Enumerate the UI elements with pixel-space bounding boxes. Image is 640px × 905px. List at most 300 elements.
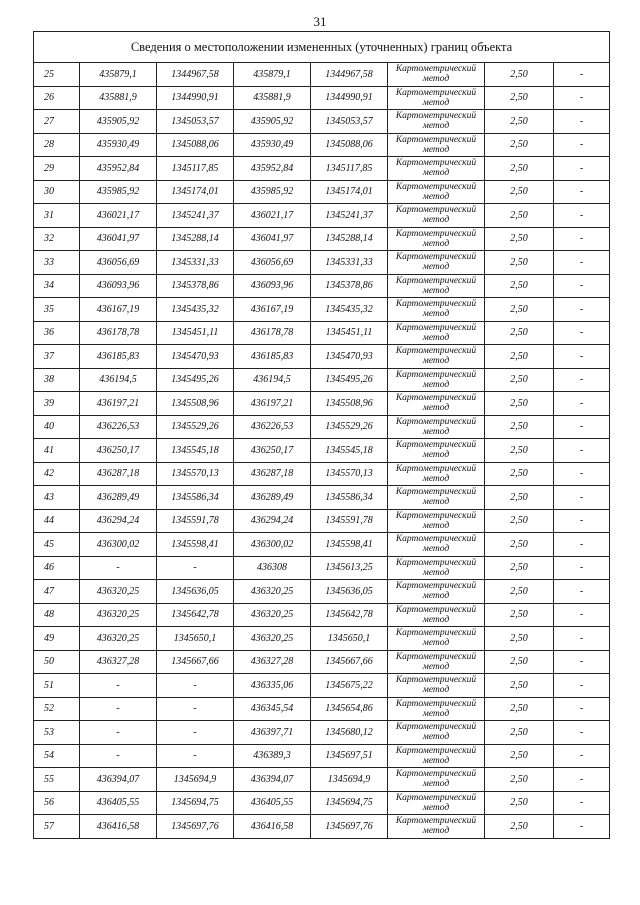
existing-y-cell: 1345331,33: [157, 251, 234, 275]
accuracy-cell: 2,50: [485, 227, 554, 251]
description-cell: -: [554, 63, 610, 87]
point-number-cell: 33: [34, 251, 80, 275]
refined-x-cell: 436397,71: [234, 721, 311, 745]
existing-x-cell: 436289,49: [80, 486, 157, 510]
refined-x-cell: 436308: [234, 556, 311, 580]
refined-x-cell: 436289,49: [234, 486, 311, 510]
accuracy-cell: 2,50: [485, 791, 554, 815]
point-number-cell: 32: [34, 227, 80, 251]
description-cell: -: [554, 603, 610, 627]
table-row: [34, 580, 610, 604]
method-cell: Картометрический метод: [388, 768, 485, 792]
point-number-cell: 31: [34, 204, 80, 228]
existing-x-cell: -: [80, 697, 157, 721]
table-row: [34, 157, 610, 181]
table-row: [34, 133, 610, 157]
refined-y-cell: 1345435,32: [311, 298, 388, 322]
refined-x-cell: 436394,07: [234, 768, 311, 792]
accuracy-cell: 2,50: [485, 204, 554, 228]
method-cell: Картометрический метод: [388, 368, 485, 392]
method-cell: Картометрический метод: [388, 791, 485, 815]
refined-x-cell: 436300,02: [234, 533, 311, 557]
method-cell: Картометрический метод: [388, 251, 485, 275]
existing-y-cell: 1345117,85: [157, 157, 234, 181]
table-row: [34, 63, 610, 87]
refined-x-cell: 436041,97: [234, 227, 311, 251]
description-cell: -: [554, 227, 610, 251]
method-cell: Картометрический метод: [388, 86, 485, 110]
point-number-cell: 56: [34, 791, 80, 815]
accuracy-cell: 2,50: [485, 133, 554, 157]
point-number-cell: 35: [34, 298, 80, 322]
page-number: 31: [313, 14, 327, 29]
existing-x-cell: 436416,58: [80, 815, 157, 839]
existing-y-cell: 1345667,66: [157, 650, 234, 674]
accuracy-cell: 2,50: [485, 580, 554, 604]
existing-x-cell: 435985,92: [80, 180, 157, 204]
existing-x-cell: 435905,92: [80, 110, 157, 134]
refined-y-cell: 1345495,26: [311, 368, 388, 392]
refined-x-cell: 436250,17: [234, 439, 311, 463]
existing-x-cell: 436226,53: [80, 415, 157, 439]
existing-x-cell: 436405,55: [80, 791, 157, 815]
accuracy-cell: 2,50: [485, 744, 554, 768]
refined-y-cell: 1345680,12: [311, 721, 388, 745]
accuracy-cell: 2,50: [485, 768, 554, 792]
existing-x-cell: 436394,07: [80, 768, 157, 792]
existing-x-cell: 436327,28: [80, 650, 157, 674]
description-cell: -: [554, 157, 610, 181]
accuracy-cell: 2,50: [485, 462, 554, 486]
point-number-cell: 53: [34, 721, 80, 745]
accuracy-cell: 2,50: [485, 368, 554, 392]
accuracy-cell: 2,50: [485, 392, 554, 416]
existing-x-cell: 436250,17: [80, 439, 157, 463]
point-number-cell: 41: [34, 439, 80, 463]
method-cell: Картометрический метод: [388, 721, 485, 745]
method-cell: Картометрический метод: [388, 133, 485, 157]
existing-y-cell: 1345642,78: [157, 603, 234, 627]
existing-y-cell: 1345694,75: [157, 791, 234, 815]
existing-y-cell: -: [157, 556, 234, 580]
refined-x-cell: 435985,92: [234, 180, 311, 204]
existing-x-cell: 435952,84: [80, 157, 157, 181]
existing-x-cell: 436197,21: [80, 392, 157, 416]
description-cell: -: [554, 791, 610, 815]
refined-y-cell: 1345529,26: [311, 415, 388, 439]
refined-y-cell: 1345650,1: [311, 627, 388, 651]
existing-x-cell: 436300,02: [80, 533, 157, 557]
existing-x-cell: 436185,83: [80, 345, 157, 369]
description-cell: -: [554, 86, 610, 110]
refined-x-cell: 436093,96: [234, 274, 311, 298]
table-row: [34, 721, 610, 745]
accuracy-cell: 2,50: [485, 627, 554, 651]
refined-x-cell: 436335,06: [234, 674, 311, 698]
existing-y-cell: 1345697,76: [157, 815, 234, 839]
method-cell: Картометрический метод: [388, 462, 485, 486]
accuracy-cell: 2,50: [485, 556, 554, 580]
point-number-cell: 49: [34, 627, 80, 651]
existing-y-cell: -: [157, 674, 234, 698]
description-cell: -: [554, 509, 610, 533]
description-cell: -: [554, 650, 610, 674]
point-number-cell: 44: [34, 509, 80, 533]
table-row: [34, 791, 610, 815]
accuracy-cell: 2,50: [485, 439, 554, 463]
point-number-cell: 46: [34, 556, 80, 580]
method-cell: Картометрический метод: [388, 180, 485, 204]
refined-y-cell: 1345636,05: [311, 580, 388, 604]
refined-x-cell: 435930,49: [234, 133, 311, 157]
table-row: [34, 110, 610, 134]
method-cell: Картометрический метод: [388, 815, 485, 839]
description-cell: -: [554, 674, 610, 698]
method-cell: Картометрический метод: [388, 509, 485, 533]
existing-y-cell: 1345088,06: [157, 133, 234, 157]
existing-y-cell: 1345545,18: [157, 439, 234, 463]
table-row: [34, 697, 610, 721]
table-row: [34, 627, 610, 651]
refined-y-cell: 1345545,18: [311, 439, 388, 463]
refined-x-cell: 436320,25: [234, 627, 311, 651]
existing-y-cell: 1345529,26: [157, 415, 234, 439]
refined-y-cell: 1345508,96: [311, 392, 388, 416]
method-cell: Картометрический метод: [388, 603, 485, 627]
table-row: [34, 509, 610, 533]
description-cell: -: [554, 133, 610, 157]
method-cell: Картометрический метод: [388, 392, 485, 416]
existing-x-cell: 436194,5: [80, 368, 157, 392]
table-row: [34, 556, 610, 580]
existing-y-cell: 1345378,86: [157, 274, 234, 298]
existing-x-cell: 436294,24: [80, 509, 157, 533]
existing-x-cell: 436320,25: [80, 627, 157, 651]
existing-x-cell: 436167,19: [80, 298, 157, 322]
existing-y-cell: 1345174,01: [157, 180, 234, 204]
existing-y-cell: 1345650,1: [157, 627, 234, 651]
table-row: [34, 768, 610, 792]
existing-y-cell: 1345508,96: [157, 392, 234, 416]
existing-x-cell: -: [80, 744, 157, 768]
existing-y-cell: 1344967,58: [157, 63, 234, 87]
method-cell: Картометрический метод: [388, 533, 485, 557]
refined-y-cell: 1345241,37: [311, 204, 388, 228]
method-cell: Картометрический метод: [388, 345, 485, 369]
existing-x-cell: 436093,96: [80, 274, 157, 298]
refined-y-cell: 1345675,22: [311, 674, 388, 698]
description-cell: -: [554, 321, 610, 345]
refined-y-cell: 1345697,76: [311, 815, 388, 839]
accuracy-cell: 2,50: [485, 298, 554, 322]
table-row: [34, 251, 610, 275]
point-number-cell: 45: [34, 533, 80, 557]
refined-x-cell: 436405,55: [234, 791, 311, 815]
existing-x-cell: -: [80, 556, 157, 580]
refined-x-cell: 436167,19: [234, 298, 311, 322]
refined-x-cell: 436178,78: [234, 321, 311, 345]
refined-x-cell: 435881,9: [234, 86, 311, 110]
method-cell: Картометрический метод: [388, 63, 485, 87]
existing-x-cell: 436021,17: [80, 204, 157, 228]
accuracy-cell: 2,50: [485, 251, 554, 275]
refined-x-cell: 436345,54: [234, 697, 311, 721]
existing-y-cell: 1345694,9: [157, 768, 234, 792]
method-cell: Картометрический метод: [388, 486, 485, 510]
description-cell: -: [554, 368, 610, 392]
refined-y-cell: 1344967,58: [311, 63, 388, 87]
table-row: [34, 674, 610, 698]
description-cell: -: [554, 180, 610, 204]
point-number-cell: 27: [34, 110, 80, 134]
description-cell: -: [554, 721, 610, 745]
refined-x-cell: 435905,92: [234, 110, 311, 134]
point-number-cell: 52: [34, 697, 80, 721]
table-row: [34, 368, 610, 392]
description-cell: -: [554, 439, 610, 463]
refined-y-cell: 1345451,11: [311, 321, 388, 345]
description-cell: -: [554, 415, 610, 439]
table-row: [34, 274, 610, 298]
existing-y-cell: 1345636,05: [157, 580, 234, 604]
description-cell: -: [554, 251, 610, 275]
refined-y-cell: 1345586,34: [311, 486, 388, 510]
point-number-cell: 42: [34, 462, 80, 486]
refined-y-cell: 1345570,13: [311, 462, 388, 486]
refined-y-cell: 1345654,86: [311, 697, 388, 721]
description-cell: -: [554, 533, 610, 557]
description-cell: -: [554, 556, 610, 580]
existing-y-cell: 1345435,32: [157, 298, 234, 322]
refined-y-cell: 1345288,14: [311, 227, 388, 251]
method-cell: Картометрический метод: [388, 415, 485, 439]
existing-y-cell: 1345586,34: [157, 486, 234, 510]
point-number-cell: 37: [34, 345, 80, 369]
point-number-cell: 43: [34, 486, 80, 510]
table-row: [34, 321, 610, 345]
table-row: [34, 650, 610, 674]
accuracy-cell: 2,50: [485, 486, 554, 510]
method-cell: Картометрический метод: [388, 674, 485, 698]
accuracy-cell: 2,50: [485, 157, 554, 181]
refined-y-cell: 1345378,86: [311, 274, 388, 298]
existing-y-cell: -: [157, 721, 234, 745]
method-cell: Картометрический метод: [388, 744, 485, 768]
accuracy-cell: 2,50: [485, 415, 554, 439]
refined-y-cell: 1345598,41: [311, 533, 388, 557]
accuracy-cell: 2,50: [485, 321, 554, 345]
refined-x-cell: 436320,25: [234, 603, 311, 627]
description-cell: -: [554, 345, 610, 369]
description-cell: -: [554, 580, 610, 604]
description-cell: -: [554, 204, 610, 228]
method-cell: Картометрический метод: [388, 204, 485, 228]
existing-x-cell: 436041,97: [80, 227, 157, 251]
existing-y-cell: 1345288,14: [157, 227, 234, 251]
method-cell: Картометрический метод: [388, 580, 485, 604]
table-title: Сведения о местоположении измененных (уточненных) границ объекта: [34, 32, 610, 63]
method-cell: Картометрический метод: [388, 650, 485, 674]
refined-x-cell: 436021,17: [234, 204, 311, 228]
existing-y-cell: -: [157, 697, 234, 721]
description-cell: -: [554, 274, 610, 298]
accuracy-cell: 2,50: [485, 86, 554, 110]
refined-y-cell: 1345697,51: [311, 744, 388, 768]
description-cell: -: [554, 627, 610, 651]
existing-y-cell: 1345470,93: [157, 345, 234, 369]
point-number-cell: 36: [34, 321, 80, 345]
refined-y-cell: 1345613,25: [311, 556, 388, 580]
method-cell: Картометрический метод: [388, 627, 485, 651]
accuracy-cell: 2,50: [485, 110, 554, 134]
table-row: [34, 486, 610, 510]
accuracy-cell: 2,50: [485, 533, 554, 557]
table-row: [34, 204, 610, 228]
method-cell: Картометрический метод: [388, 321, 485, 345]
point-number-cell: 28: [34, 133, 80, 157]
accuracy-cell: 2,50: [485, 721, 554, 745]
point-number-cell: 57: [34, 815, 80, 839]
existing-x-cell: -: [80, 674, 157, 698]
description-cell: -: [554, 697, 610, 721]
refined-x-cell: 436194,5: [234, 368, 311, 392]
refined-x-cell: 436287,18: [234, 462, 311, 486]
refined-y-cell: 1345117,85: [311, 157, 388, 181]
description-cell: -: [554, 298, 610, 322]
point-number-cell: 50: [34, 650, 80, 674]
refined-y-cell: 1344990,91: [311, 86, 388, 110]
refined-x-cell: 436327,28: [234, 650, 311, 674]
accuracy-cell: 2,50: [485, 345, 554, 369]
table-row: [34, 298, 610, 322]
point-number-cell: 39: [34, 392, 80, 416]
existing-x-cell: 436287,18: [80, 462, 157, 486]
description-cell: -: [554, 744, 610, 768]
table-row: [34, 345, 610, 369]
existing-x-cell: -: [80, 721, 157, 745]
table-row: [34, 815, 610, 839]
accuracy-cell: 2,50: [485, 63, 554, 87]
point-number-cell: 25: [34, 63, 80, 87]
point-number-cell: 30: [34, 180, 80, 204]
table-body: [34, 63, 610, 839]
boundary-coordinates-table: [33, 31, 610, 839]
point-number-cell: 40: [34, 415, 80, 439]
existing-y-cell: 1345495,26: [157, 368, 234, 392]
point-number-cell: 26: [34, 86, 80, 110]
table-row: [34, 415, 610, 439]
refined-y-cell: 1345053,57: [311, 110, 388, 134]
method-cell: Картометрический метод: [388, 157, 485, 181]
refined-x-cell: 436056,69: [234, 251, 311, 275]
existing-x-cell: 435879,1: [80, 63, 157, 87]
refined-x-cell: 435952,84: [234, 157, 311, 181]
refined-y-cell: 1345331,33: [311, 251, 388, 275]
existing-y-cell: 1345591,78: [157, 509, 234, 533]
existing-x-cell: 435881,9: [80, 86, 157, 110]
existing-y-cell: 1345241,37: [157, 204, 234, 228]
table-row: [34, 603, 610, 627]
refined-x-cell: 436226,53: [234, 415, 311, 439]
point-number-cell: 51: [34, 674, 80, 698]
description-cell: -: [554, 392, 610, 416]
method-cell: Картометрический метод: [388, 298, 485, 322]
point-number-cell: 34: [34, 274, 80, 298]
existing-x-cell: 436320,25: [80, 580, 157, 604]
method-cell: Картометрический метод: [388, 556, 485, 580]
table-row: [34, 227, 610, 251]
description-cell: -: [554, 462, 610, 486]
description-cell: -: [554, 110, 610, 134]
refined-y-cell: 1345591,78: [311, 509, 388, 533]
refined-y-cell: 1345667,66: [311, 650, 388, 674]
description-cell: -: [554, 815, 610, 839]
point-number-cell: 48: [34, 603, 80, 627]
refined-x-cell: 436185,83: [234, 345, 311, 369]
accuracy-cell: 2,50: [485, 650, 554, 674]
refined-x-cell: 436416,58: [234, 815, 311, 839]
point-number-cell: 38: [34, 368, 80, 392]
existing-x-cell: 435930,49: [80, 133, 157, 157]
point-number-cell: 54: [34, 744, 80, 768]
existing-y-cell: -: [157, 744, 234, 768]
table-row: [34, 462, 610, 486]
existing-y-cell: 1345598,41: [157, 533, 234, 557]
refined-y-cell: 1345694,9: [311, 768, 388, 792]
table-row: [34, 180, 610, 204]
refined-y-cell: 1345642,78: [311, 603, 388, 627]
refined-x-cell: 436294,24: [234, 509, 311, 533]
description-cell: -: [554, 768, 610, 792]
method-cell: Картометрический метод: [388, 697, 485, 721]
refined-y-cell: 1345174,01: [311, 180, 388, 204]
accuracy-cell: 2,50: [485, 603, 554, 627]
refined-x-cell: 436197,21: [234, 392, 311, 416]
refined-y-cell: 1345088,06: [311, 133, 388, 157]
accuracy-cell: 2,50: [485, 674, 554, 698]
accuracy-cell: 2,50: [485, 815, 554, 839]
method-cell: Картометрический метод: [388, 110, 485, 134]
refined-y-cell: 1345470,93: [311, 345, 388, 369]
existing-y-cell: 1345570,13: [157, 462, 234, 486]
existing-y-cell: 1345451,11: [157, 321, 234, 345]
accuracy-cell: 2,50: [485, 180, 554, 204]
accuracy-cell: 2,50: [485, 697, 554, 721]
method-cell: Картометрический метод: [388, 274, 485, 298]
table-row: [34, 533, 610, 557]
existing-x-cell: 436056,69: [80, 251, 157, 275]
point-number-cell: 47: [34, 580, 80, 604]
existing-y-cell: 1345053,57: [157, 110, 234, 134]
method-cell: Картометрический метод: [388, 227, 485, 251]
point-number-cell: 29: [34, 157, 80, 181]
existing-x-cell: 436178,78: [80, 321, 157, 345]
refined-x-cell: 435879,1: [234, 63, 311, 87]
table-row: [34, 439, 610, 463]
accuracy-cell: 2,50: [485, 274, 554, 298]
existing-x-cell: 436320,25: [80, 603, 157, 627]
refined-y-cell: 1345694,75: [311, 791, 388, 815]
table-row: [34, 86, 610, 110]
accuracy-cell: 2,50: [485, 509, 554, 533]
description-cell: -: [554, 486, 610, 510]
point-number-cell: 55: [34, 768, 80, 792]
refined-x-cell: 436320,25: [234, 580, 311, 604]
method-cell: Картометрический метод: [388, 439, 485, 463]
refined-x-cell: 436389,3: [234, 744, 311, 768]
table-row: [34, 744, 610, 768]
existing-y-cell: 1344990,91: [157, 86, 234, 110]
